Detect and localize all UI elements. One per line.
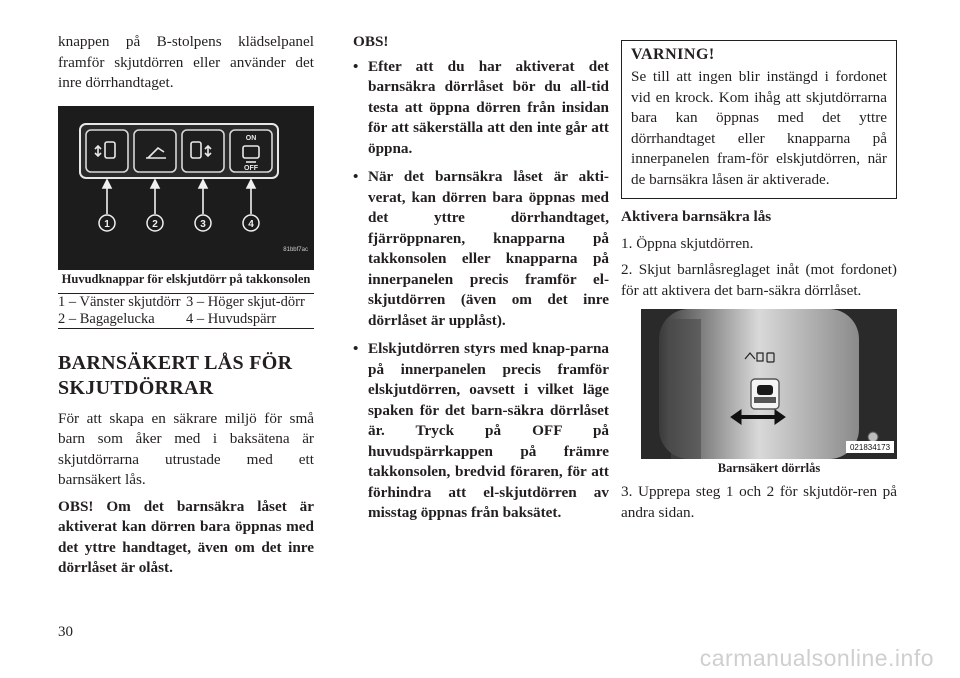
warning-text: Se till att ingen blir instängd i fordonet vid en krock. Kom ihåg att skjutdörrarna bara kan öppnas med det yttre dörrhandtaget eller knapparna på innerpanelen fram-för elskjutdörren, när de barnsäkra låsen är aktiverade. bbox=[631, 68, 887, 188]
child-lock-illustration bbox=[641, 309, 897, 459]
section-heading: BARNSÄKERT LÅS FÖR SKJUTDÖRRAR bbox=[58, 351, 293, 399]
step-2: 2. Skjut barnlåsreglaget inåt (mot fordonet) för att aktivera det barn-säkra dörrlåset. bbox=[621, 261, 897, 299]
child-lock-figure bbox=[641, 309, 897, 459]
column-3 bbox=[621, 40, 897, 523]
callout-label-3: 3 bbox=[200, 218, 206, 230]
legend-row bbox=[58, 311, 314, 329]
obs-bullet-list bbox=[353, 57, 609, 524]
obs-note: OBS! Om det barnsäkra låset är aktiverat kan dörren bara öppnas med det yttre handtaget, även om det inre dörrlåset är olåst. bbox=[58, 497, 314, 576]
figure-code: 81bbf7ac bbox=[283, 246, 308, 253]
warning-title: VARNING! bbox=[631, 46, 715, 63]
legend-cell: 4 – Huvudspärr bbox=[186, 310, 277, 327]
bullet-icon: • bbox=[353, 57, 359, 75]
watermark-text: carmanualsonline.info bbox=[699, 645, 934, 671]
list-item: • När det barnsäkra låset är akti-verat, kan dörren bara öppnas med det yttre dörrhandtaget, fjärröppnaren, knapparna på takkonsolen eller knapparna på innerpanelen precis framför el-skjutdörren (även om det inre dörrlåset är upplåst). bbox=[353, 168, 609, 329]
warning-box bbox=[621, 40, 897, 199]
overhead-buttons-illustration bbox=[58, 106, 314, 270]
subheading: Aktivera barnsäkra lås bbox=[621, 208, 772, 225]
legend-cell: 3 – Höger skjut-dörr bbox=[186, 293, 305, 310]
column-1 bbox=[58, 32, 314, 579]
overhead-buttons-figure bbox=[58, 106, 314, 270]
list-item: • Elskjutdörren styrs med knap-parna på innerpanelen precis framför elskjutdörren, oavsett i vilket läge spaken för det barn-säkra dörrlåset är. Tryck på OFF på huvudspärrkappen på främre takkonsolen, bredvid föraren, för att förhindra att el-skjutdörren av misstag öppnas från baksätet. bbox=[353, 340, 609, 521]
intro-paragraph: knappen på B-stolpens klädselpanel framför skjutdörren eller använder det inre dörrhandtaget. bbox=[58, 33, 314, 91]
step-3: 3. Upprepa steg 1 och 2 för skjutdör-ren på andra sidan. bbox=[621, 483, 897, 521]
list-item: • Efter att du har aktiverat det barnsäkra dörrlåset bör du all-tid testa att öppna dörren från insidan för att säkerställa att den inte går att öppna. bbox=[353, 57, 609, 157]
column-2 bbox=[353, 32, 609, 532]
switch-on-label: ON bbox=[245, 134, 257, 142]
section-paragraph: För att skapa en säkrare miljö för små barn som åker med i baksätena är skjutdörrarna utrustade med ett barnsäkert lås. bbox=[58, 409, 314, 488]
callout-label-4: 4 bbox=[248, 218, 254, 230]
legend-table bbox=[58, 293, 314, 329]
figure1-caption: Huvudknappar för elskjutdörr på takkonsolen bbox=[61, 271, 311, 286]
figure-code: 021834173 bbox=[849, 443, 891, 452]
bullet-icon: • bbox=[353, 168, 359, 185]
switch-off-label: OFF bbox=[244, 164, 258, 172]
obs-label: OBS! bbox=[353, 33, 389, 50]
step-1: 1. Öppna skjutdörren. bbox=[621, 234, 754, 252]
page-number: 30 bbox=[58, 624, 73, 640]
callout-label-1: 1 bbox=[104, 218, 110, 230]
bullet-icon: • bbox=[353, 340, 359, 357]
callout-label-2: 2 bbox=[152, 218, 158, 230]
figure2-caption: Barnsäkert dörrlås bbox=[717, 461, 821, 475]
legend-cell: 1 – Vänster skjutdörr bbox=[58, 293, 181, 310]
legend-row bbox=[58, 293, 314, 311]
legend-cell: 2 – Bagagelucka bbox=[58, 310, 155, 327]
